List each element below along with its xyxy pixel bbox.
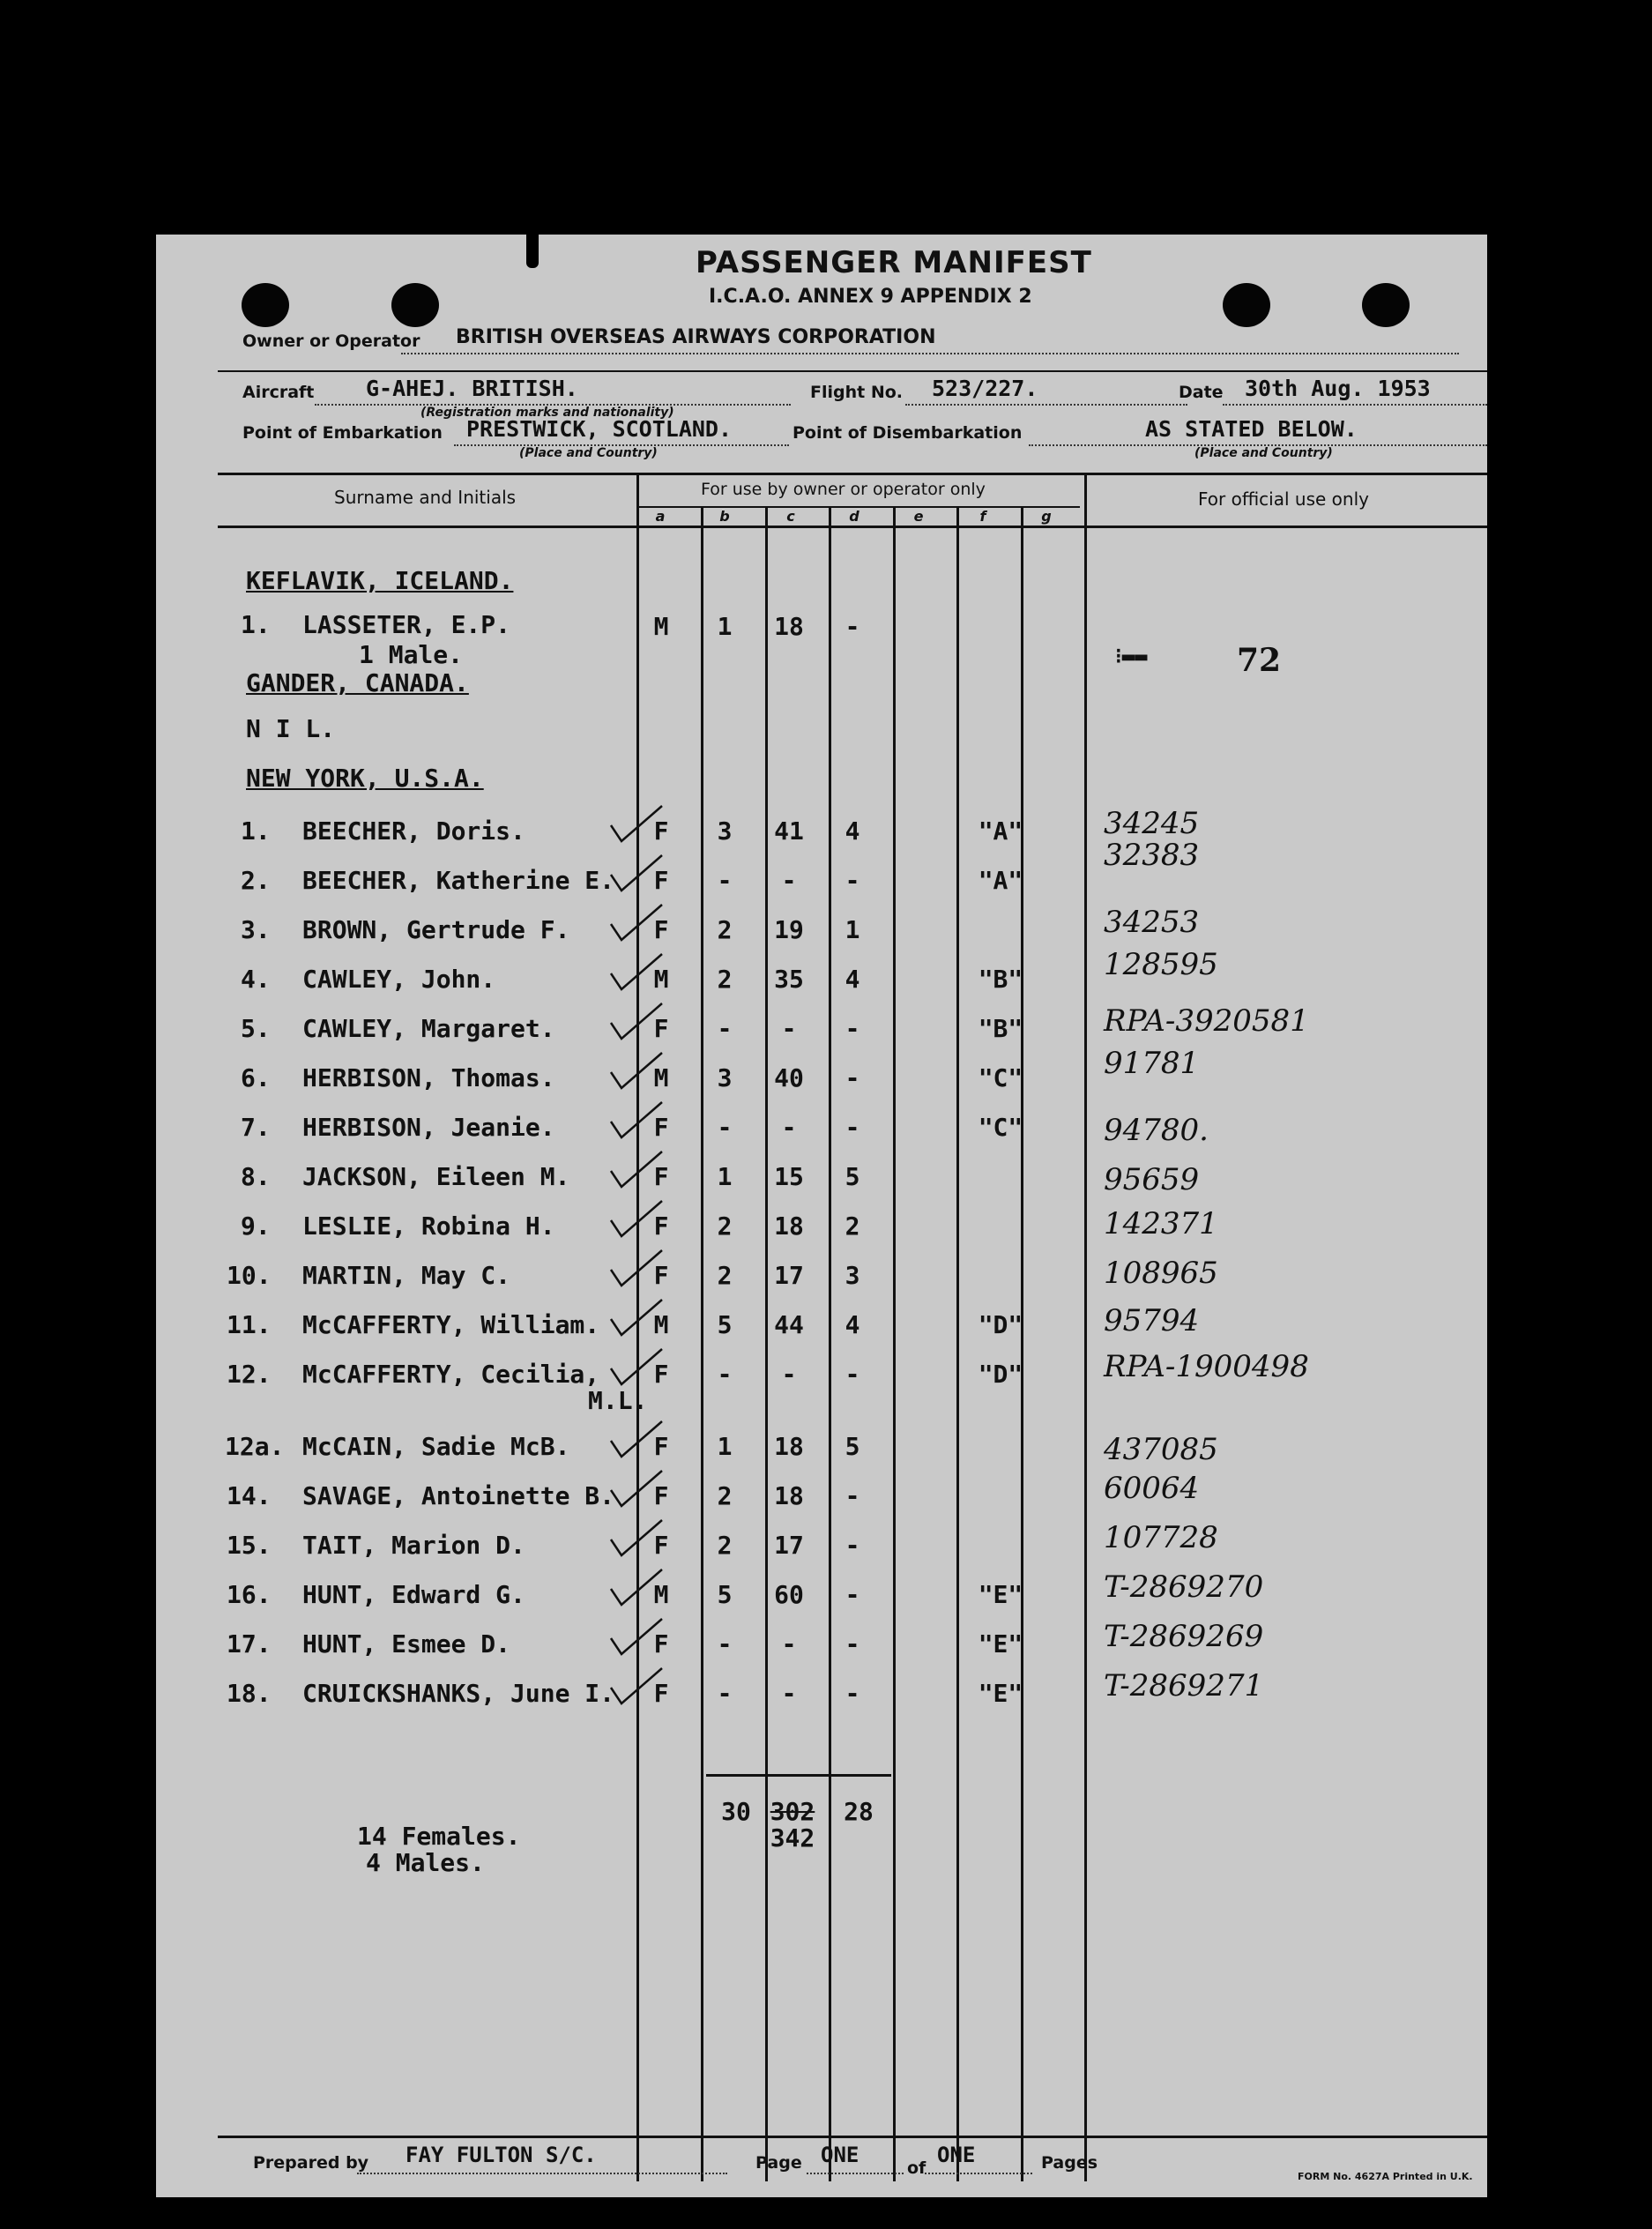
- passenger-col-c: -: [781, 866, 797, 895]
- passenger-sex: M: [653, 1063, 669, 1092]
- prepared-value: FAY FULTON S/C.: [406, 2143, 597, 2167]
- passenger-col-f: "B": [978, 1014, 1023, 1043]
- official-number: 128595: [1104, 947, 1218, 982]
- table-top-rule: [218, 473, 1487, 475]
- passenger-number: 4.: [241, 965, 271, 994]
- flight-value: 523/227.: [932, 376, 1038, 401]
- section-heading-new-york: NEW YORK, U.S.A.: [246, 764, 484, 793]
- date-value: 30th Aug. 1953: [1245, 376, 1431, 401]
- gander-nil: N I L.: [246, 714, 336, 743]
- official-number: 108965: [1104, 1256, 1218, 1291]
- passenger-col-b: 3: [717, 816, 733, 846]
- passenger-col-c: 19: [774, 915, 804, 944]
- keflavik-row-c: 18: [774, 612, 804, 641]
- passenger-col-d: -: [845, 1629, 860, 1659]
- passenger-sex: M: [653, 1310, 669, 1339]
- passenger-col-c: 40: [774, 1063, 804, 1092]
- owner-use-header: For use by owner or operator only: [701, 480, 986, 499]
- check-mark-icon: [607, 1346, 669, 1390]
- passenger-col-d: -: [845, 1679, 860, 1708]
- page-dotted-line: [807, 2173, 904, 2174]
- passenger-name: TAIT, Marion D.: [302, 1531, 525, 1560]
- passenger-col-b: -: [717, 1113, 733, 1142]
- passenger-col-b: 3: [717, 1063, 733, 1092]
- owner-value: BRITISH OVERSEAS AIRWAYS CORPORATION: [456, 326, 936, 348]
- aircraft-label: Aircraft: [242, 383, 315, 402]
- passenger-number: 2.: [241, 866, 271, 895]
- passenger-name: JACKSON, Eileen M.: [302, 1162, 570, 1191]
- passenger-col-c: 18: [774, 1211, 804, 1241]
- passenger-col-b: -: [717, 1679, 733, 1708]
- passenger-sex: F: [653, 1481, 669, 1510]
- of-label: of: [907, 2158, 926, 2178]
- passenger-sex: F: [653, 866, 669, 895]
- official-number: 91781: [1104, 1046, 1200, 1081]
- passenger-col-c: 44: [774, 1310, 804, 1339]
- table-row: [156, 1046, 1487, 1099]
- keflavik-row-name: LASSETER, E.P.: [302, 610, 511, 639]
- prepared-label: Prepared by: [253, 2153, 369, 2173]
- passenger-col-c: -: [781, 1629, 797, 1659]
- owner-dotted-line: [401, 353, 1459, 354]
- keflavik-official: 72: [1237, 642, 1282, 679]
- passenger-number: 3.: [241, 915, 271, 944]
- flight-dotted-line: [905, 404, 1187, 406]
- passenger-col-c: 18: [774, 1432, 804, 1461]
- passenger-sex: F: [653, 1629, 669, 1659]
- surname-header: Surname and Initials: [334, 487, 517, 508]
- passenger-name: BEECHER, Katherine E.: [302, 866, 615, 895]
- passenger-sex: F: [653, 1113, 669, 1142]
- passenger-number: 17.: [227, 1629, 272, 1659]
- passenger-col-b: -: [717, 1360, 733, 1389]
- header-rule: [218, 370, 1487, 372]
- col-letter-b: b: [719, 508, 730, 525]
- passenger-number: 12.: [227, 1360, 272, 1389]
- table-row: [156, 1162, 1487, 1197]
- passenger-name: McCAFFERTY, William.: [302, 1310, 600, 1339]
- col-letter-c: c: [786, 508, 795, 525]
- passenger-col-d: -: [845, 1531, 860, 1560]
- official-number: 107728: [1104, 1520, 1218, 1555]
- keflavik-row-sex: M: [653, 612, 669, 641]
- passenger-col-d: -: [845, 1063, 860, 1092]
- passenger-number: 12a.: [225, 1432, 285, 1461]
- col-letter-g: g: [1041, 508, 1052, 525]
- official-stamp-marks: ⁝▬▬: [1115, 644, 1148, 668]
- disembark-note: (Place and Country): [1194, 446, 1333, 460]
- total-b: 30: [721, 1797, 751, 1826]
- table-row: [156, 1471, 1487, 1517]
- official-number: T-2869270: [1104, 1569, 1264, 1605]
- passenger-col-d: -: [845, 1360, 860, 1389]
- passenger-number: 18.: [227, 1679, 272, 1708]
- passenger-sex: F: [653, 1679, 669, 1708]
- official-number: 142371: [1104, 1206, 1218, 1241]
- passenger-name: BROWN, Gertrude F.: [302, 915, 570, 944]
- passenger-col-b: 5: [717, 1580, 733, 1609]
- passenger-col-d: -: [845, 866, 860, 895]
- passenger-col-d: 5: [845, 1432, 860, 1461]
- embark-note: (Place and Country): [519, 446, 658, 460]
- passenger-col-c: 18: [774, 1481, 804, 1510]
- keflavik-row-d: -: [845, 612, 860, 641]
- passenger-name: BEECHER, Doris.: [302, 816, 525, 846]
- table-row: [156, 1206, 1487, 1247]
- of-dotted-line: [925, 2173, 1032, 2174]
- official-number: 95659: [1104, 1162, 1200, 1197]
- check-mark-icon: [607, 1517, 669, 1561]
- col-letter-a: a: [655, 508, 666, 525]
- col-letter-f: f: [979, 508, 986, 525]
- official-number: 60064: [1104, 1471, 1200, 1506]
- passenger-name: LESLIE, Robina H.: [302, 1211, 555, 1241]
- official-number: 32383: [1104, 838, 1200, 873]
- check-mark-icon: [607, 1049, 669, 1093]
- passenger-col-d: 4: [845, 1310, 860, 1339]
- passenger-col-c: 15: [774, 1162, 804, 1191]
- footer-rule: [218, 2136, 1487, 2138]
- passenger-col-f: "D": [978, 1360, 1023, 1389]
- passenger-col-d: -: [845, 1580, 860, 1609]
- passenger-sex: F: [653, 1162, 669, 1191]
- official-number: RPA-1900498: [1104, 1349, 1309, 1384]
- passenger-name: McCAIN, Sadie McB.: [302, 1432, 570, 1461]
- table-row: [156, 1113, 1487, 1148]
- paper-notch: [526, 235, 539, 268]
- section-heading-gander: GANDER, CANADA.: [246, 668, 469, 697]
- table-row: [156, 1619, 1487, 1665]
- disembark-value: AS STATED BELOW.: [1145, 416, 1358, 442]
- col-letter-d: d: [849, 508, 859, 525]
- passenger-col-b: 2: [717, 1531, 733, 1560]
- official-number: 437085: [1104, 1432, 1218, 1467]
- passenger-col-b: -: [717, 1014, 733, 1043]
- passenger-col-c: 17: [774, 1261, 804, 1290]
- keflavik-summary: 1 Male.: [359, 640, 464, 669]
- total-females: 14 Females.: [357, 1822, 521, 1851]
- check-mark-icon: [607, 1566, 669, 1610]
- table-row: [156, 1003, 1487, 1049]
- aircraft-note: (Registration marks and nationality): [420, 406, 674, 420]
- check-mark-icon: [607, 1467, 669, 1511]
- passenger-number: 14.: [227, 1481, 272, 1510]
- official-use-header: For official use only: [1198, 488, 1369, 510]
- page-value: ONE: [821, 2143, 859, 2167]
- passenger-sex: M: [653, 1580, 669, 1609]
- passenger-col-b: 2: [717, 1211, 733, 1241]
- check-mark-icon: [607, 1615, 669, 1659]
- punch-hole: [1362, 283, 1410, 327]
- section-heading-keflavik: KEFLAVIK, ICELAND.: [246, 566, 514, 595]
- passenger-col-c: -: [781, 1360, 797, 1389]
- date-label: Date: [1179, 383, 1224, 402]
- passenger-name: M.L.: [588, 1386, 648, 1415]
- total-males: 4 Males.: [366, 1848, 485, 1877]
- total-c-struck: 302: [770, 1797, 815, 1826]
- table-row: [156, 1668, 1487, 1714]
- passenger-col-f: "A": [978, 816, 1023, 846]
- official-number: 94780.: [1104, 1113, 1209, 1148]
- disembark-label: Point of Disembarkation: [793, 423, 1023, 443]
- check-mark-icon: [607, 950, 669, 995]
- passenger-col-c: -: [781, 1113, 797, 1142]
- passenger-col-b: 1: [717, 1162, 733, 1191]
- passenger-col-c: -: [781, 1014, 797, 1043]
- check-mark-icon: [607, 1197, 669, 1241]
- page-title: PASSENGER MANIFEST: [696, 245, 1092, 280]
- check-mark-icon: [607, 901, 669, 945]
- passenger-col-b: 2: [717, 1261, 733, 1290]
- table-row: [156, 905, 1487, 950]
- check-mark-icon: [607, 852, 669, 896]
- col-letter-e: e: [913, 508, 924, 525]
- passenger-col-d: 4: [845, 816, 860, 846]
- passenger-col-f: "D": [978, 1310, 1023, 1339]
- flight-label: Flight No.: [810, 383, 904, 402]
- passenger-number: 7.: [241, 1113, 271, 1142]
- passenger-col-f: "E": [978, 1580, 1023, 1609]
- embark-label: Point of Embarkation: [242, 423, 443, 443]
- passenger-sex: M: [653, 965, 669, 994]
- passenger-sex: F: [653, 915, 669, 944]
- official-number: 34253: [1104, 905, 1200, 940]
- passenger-col-d: -: [845, 1014, 860, 1043]
- keflavik-row-b: 1: [717, 612, 733, 641]
- table-row: [156, 947, 1487, 1000]
- date-dotted-line: [1223, 404, 1487, 406]
- passenger-col-d: 5: [845, 1162, 860, 1191]
- passenger-number: 5.: [241, 1014, 271, 1043]
- passenger-col-f: "C": [978, 1063, 1023, 1092]
- passenger-col-c: 60: [774, 1580, 804, 1609]
- passenger-number: 6.: [241, 1063, 271, 1092]
- table-row: [156, 1256, 1487, 1296]
- passenger-col-b: 1: [717, 1432, 733, 1461]
- check-mark-icon: [607, 802, 669, 846]
- passenger-col-d: 1: [845, 915, 860, 944]
- passenger-col-b: 2: [717, 915, 733, 944]
- check-mark-icon: [607, 1000, 669, 1044]
- passenger-number: 8.: [241, 1162, 271, 1191]
- check-mark-icon: [607, 1099, 669, 1143]
- passenger-col-c: 17: [774, 1531, 804, 1560]
- passenger-col-b: 2: [717, 1481, 733, 1510]
- passenger-sex: F: [653, 816, 669, 846]
- punch-hole: [1223, 283, 1270, 327]
- official-number: T-2869271: [1104, 1668, 1264, 1703]
- form-number: FORM No. 4627A Printed in U.K.: [1298, 2171, 1473, 2182]
- passenger-col-f: "B": [978, 965, 1023, 994]
- passenger-sex: F: [653, 1014, 669, 1043]
- passenger-name: MARTIN, May C.: [302, 1261, 511, 1290]
- table-row: [156, 1303, 1487, 1346]
- passenger-number: 11.: [227, 1310, 272, 1339]
- total-c: 342: [770, 1823, 815, 1853]
- passenger-col-f: "A": [978, 866, 1023, 895]
- table-row: [156, 1386, 1487, 1421]
- passenger-name: SAVAGE, Antoinette B.: [302, 1481, 615, 1510]
- total-d: 28: [844, 1797, 874, 1826]
- official-number: RPA-3920581: [1104, 1003, 1309, 1039]
- passenger-sex: F: [653, 1531, 669, 1560]
- official-number: 95794: [1104, 1303, 1200, 1338]
- passenger-col-d: -: [845, 1113, 860, 1142]
- passenger-number: 1.: [241, 816, 271, 846]
- passenger-col-f: "E": [978, 1679, 1023, 1708]
- table-header-rule: [218, 526, 1487, 528]
- passenger-col-f: "E": [978, 1629, 1023, 1659]
- official-number: T-2869269: [1104, 1619, 1264, 1654]
- aircraft-value: G-AHEJ. BRITISH.: [366, 376, 578, 401]
- passenger-name: HUNT, Esmee D.: [302, 1629, 511, 1659]
- passenger-number: 15.: [227, 1531, 272, 1560]
- check-mark-icon: [607, 1247, 669, 1291]
- passenger-col-d: 4: [845, 965, 860, 994]
- passenger-name: CAWLEY, Margaret.: [302, 1014, 555, 1043]
- table-row: [156, 1569, 1487, 1615]
- table-row: [156, 806, 1487, 852]
- totals-rule: [706, 1774, 891, 1777]
- page-subtitle: I.C.A.O. ANNEX 9 APPENDIX 2: [709, 286, 1032, 308]
- check-mark-icon: [607, 1148, 669, 1192]
- passenger-col-c: 41: [774, 816, 804, 846]
- passenger-col-f: "C": [978, 1113, 1023, 1142]
- manifest-sheet: [156, 235, 1487, 2197]
- passenger-name: CAWLEY, John.: [302, 965, 496, 994]
- passenger-col-b: 5: [717, 1310, 733, 1339]
- page-label: Page: [755, 2153, 802, 2173]
- passenger-col-c: 35: [774, 965, 804, 994]
- passenger-name: HUNT, Edward G.: [302, 1580, 525, 1609]
- embark-value: PRESTWICK, SCOTLAND.: [466, 416, 733, 442]
- passenger-col-b: -: [717, 866, 733, 895]
- owner-label: Owner or Operator: [242, 332, 420, 351]
- passenger-name: CRUICKSHANKS, June I.: [302, 1679, 615, 1708]
- passenger-number: 9.: [241, 1211, 271, 1241]
- table-row: [156, 1432, 1487, 1467]
- passenger-sex: F: [653, 1432, 669, 1461]
- passenger-col-c: -: [781, 1679, 797, 1708]
- passenger-col-d: -: [845, 1481, 860, 1510]
- punch-hole: [391, 283, 439, 327]
- passenger-name: HERBISON, Thomas.: [302, 1063, 555, 1092]
- passenger-name: McCAFFERTY, Cecilia,: [302, 1360, 600, 1389]
- punch-hole: [242, 283, 289, 327]
- check-mark-icon: [607, 1418, 669, 1462]
- passenger-col-b: 2: [717, 965, 733, 994]
- of-value: ONE: [937, 2143, 976, 2167]
- passenger-sex: F: [653, 1211, 669, 1241]
- prepared-dotted-line: [357, 2173, 727, 2174]
- passenger-col-d: 2: [845, 1211, 860, 1241]
- official-number: 34245: [1104, 806, 1200, 841]
- check-mark-icon: [607, 1296, 669, 1340]
- passenger-col-b: -: [717, 1629, 733, 1659]
- check-mark-icon: [607, 1665, 669, 1709]
- table-row: [156, 838, 1487, 901]
- passenger-number: 16.: [227, 1580, 272, 1609]
- table-row: [156, 1520, 1487, 1566]
- keflavik-row-num: 1.: [241, 610, 271, 639]
- passenger-name: HERBISON, Jeanie.: [302, 1113, 555, 1142]
- pages-label: Pages: [1041, 2153, 1098, 2173]
- passenger-sex: F: [653, 1360, 669, 1389]
- passenger-number: 10.: [227, 1261, 272, 1290]
- passenger-sex: F: [653, 1261, 669, 1290]
- passenger-col-d: 3: [845, 1261, 860, 1290]
